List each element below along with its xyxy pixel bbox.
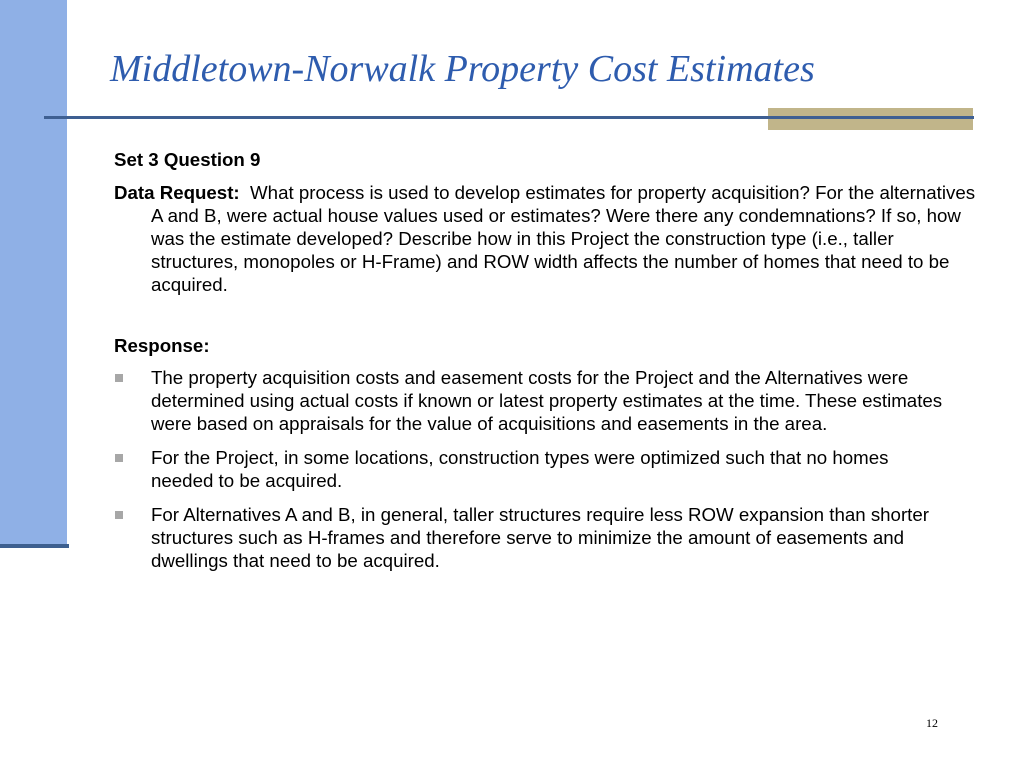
list-item bbox=[114, 446, 951, 492]
data-request-label: Data Request: bbox=[114, 182, 240, 203]
square-bullet-icon bbox=[115, 454, 123, 462]
response-bullet-list bbox=[114, 366, 974, 572]
bullet-text: For Alternatives A and B, in general, taller structures require less ROW expansion than shorter structures such as H-frames and therefore serve to minimize the amount of easements and dwellings that need to be acquired. bbox=[151, 504, 929, 571]
side-decoration-bar bbox=[0, 0, 67, 544]
question-label: Set 3 Question 9 bbox=[114, 149, 261, 170]
bullet-text: The property acquisition costs and easement costs for the Project and the Alternatives were determined using actual costs if known or latest property estimates at the time. These estimates were based on appraisals for the value of acquisitions and easements in the area. bbox=[151, 367, 943, 434]
data-request-text: What process is used to develop estimates for property acquisition? For the alternatives A and B, were actual house values used or estimates? Were there any condemnations? If so, how was the estimate developed? Describe how in this Project the construction type (i.e., taller structures, monopoles or H-Frame) and ROW width affects the number of homes that need to be acquired. bbox=[151, 182, 976, 295]
title-accent-block bbox=[768, 108, 973, 130]
response-label: Response: bbox=[114, 335, 210, 356]
title-accent-line bbox=[768, 116, 974, 119]
slide-content bbox=[114, 148, 974, 583]
square-bullet-icon bbox=[115, 511, 123, 519]
slide-title: Middletown-Norwalk Property Cost Estimates bbox=[110, 48, 815, 90]
bullet-text: For the Project, in some locations, construction types were optimized such that no homes needed to be acquired. bbox=[151, 447, 889, 491]
side-decoration-line bbox=[0, 544, 69, 548]
data-request bbox=[114, 181, 981, 296]
list-item bbox=[114, 503, 951, 572]
list-item bbox=[114, 366, 951, 435]
square-bullet-icon bbox=[115, 374, 123, 382]
page-number: 12 bbox=[926, 716, 938, 730]
